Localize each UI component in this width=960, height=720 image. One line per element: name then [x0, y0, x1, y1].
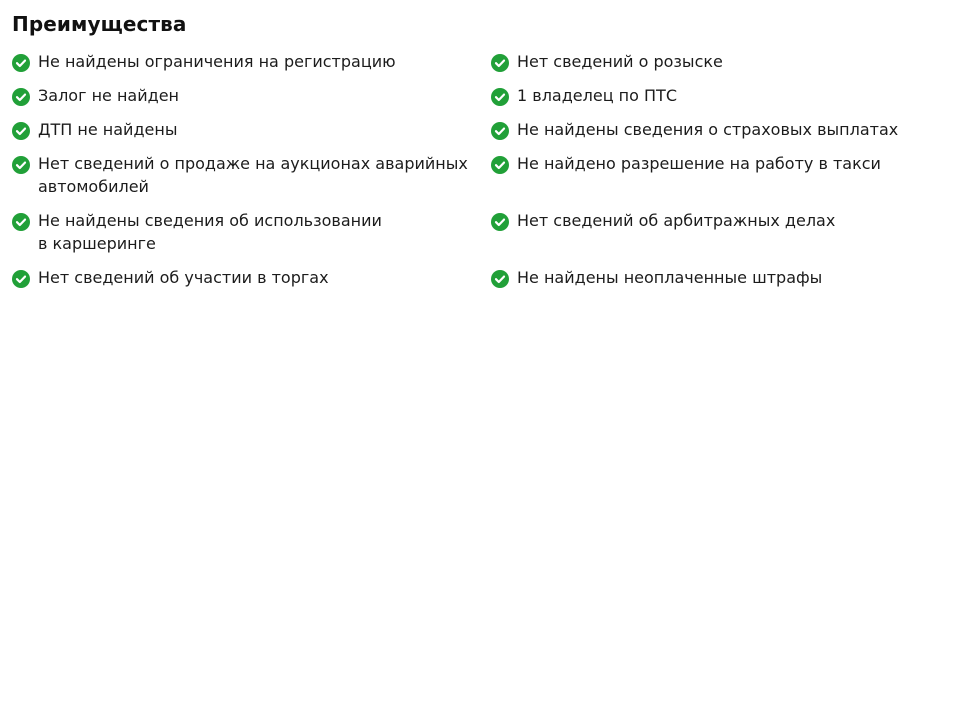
section-title: Преимущества	[12, 12, 187, 36]
advantage-label: Не найдены сведения о страховых выплатах	[517, 120, 899, 139]
check-circle-icon	[491, 88, 509, 106]
advantage-label: Не найдены сведения об использовании в каршеринге	[38, 211, 382, 253]
advantage-item	[491, 154, 936, 211]
advantage-item	[12, 52, 491, 86]
advantage-label: Нет сведений о продаже на аукционах аварийных автомобилей	[38, 154, 468, 196]
check-circle-icon	[491, 156, 509, 174]
advantages-grid	[12, 52, 948, 302]
advantage-item	[491, 120, 936, 154]
check-circle-icon	[12, 156, 30, 174]
advantage-item	[12, 120, 491, 154]
check-circle-icon	[12, 213, 30, 231]
advantage-label: Нет сведений об арбитражных делах	[517, 211, 836, 230]
advantages-section	[12, 10, 948, 302]
advantage-label: Не найдено разрешение на работу в такси	[517, 154, 881, 173]
check-circle-icon	[12, 88, 30, 106]
advantage-item	[12, 211, 491, 268]
check-circle-icon	[491, 270, 509, 288]
advantage-label: Нет сведений о розыске	[517, 52, 723, 71]
check-circle-icon	[491, 122, 509, 140]
advantage-item	[491, 52, 936, 86]
advantage-label: Не найдены ограничения на регистрацию	[38, 52, 396, 71]
check-circle-icon	[12, 270, 30, 288]
advantage-item	[491, 268, 936, 302]
check-circle-icon	[12, 122, 30, 140]
check-circle-icon	[12, 54, 30, 72]
advantage-item	[12, 154, 491, 211]
check-circle-icon	[491, 54, 509, 72]
advantage-item	[12, 86, 491, 120]
advantage-item	[491, 86, 936, 120]
advantage-item	[12, 268, 491, 302]
advantage-item	[491, 211, 936, 268]
advantage-label: ДТП не найдены	[38, 120, 178, 139]
advantage-label: Залог не найден	[38, 86, 179, 105]
advantage-label: Нет сведений об участии в торгах	[38, 268, 329, 287]
check-circle-icon	[491, 213, 509, 231]
advantage-label: Не найдены неоплаченные штрафы	[517, 268, 823, 287]
advantage-label: 1 владелец по ПТС	[517, 86, 677, 105]
